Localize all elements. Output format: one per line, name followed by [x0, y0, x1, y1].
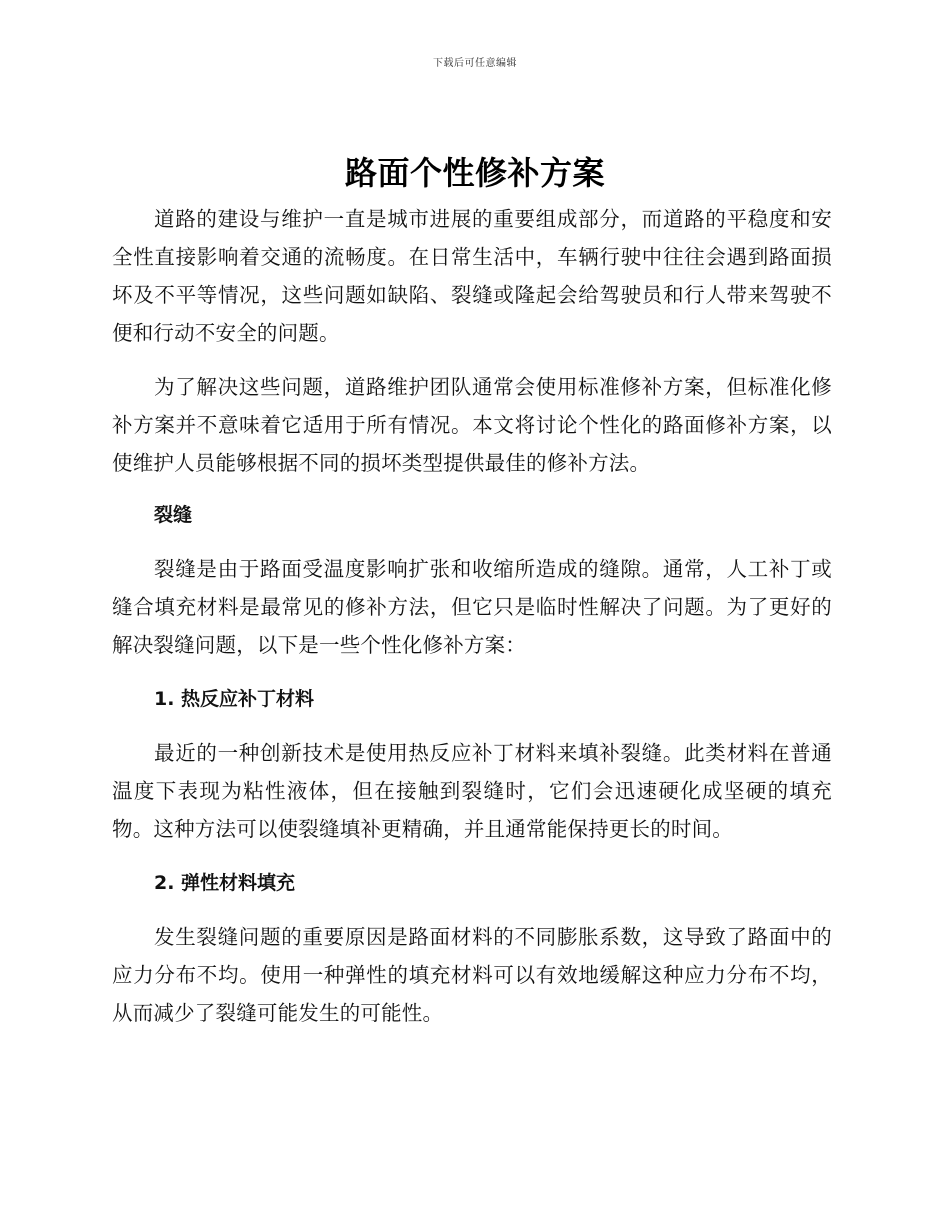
header-note: 下载后可任意编辑 — [433, 58, 517, 69]
section-heading-crack: 裂缝 — [154, 504, 193, 526]
paragraph-intro-2: 为了解决这些问题，道路维护团队通常会使用标准修补方案，但标准化修补方案并不意味着它适用于所有情况。本文将讨论个性化的路面修补方案，以使维护人员能够根据不同的损坏类型提供最佳的修补方法。 — [112, 375, 832, 475]
subheading-method-2: 2. 弹性材料填充 — [154, 872, 296, 894]
document-body — [112, 200, 832, 1032]
paragraph-crack-intro: 裂缝是由于路面受温度影响扩张和收缩所造成的缝隙。通常，人工补丁或缝合填充材料是最常见的修补方法，但它只是临时性解决了问题。为了更好的解决裂缝问题，以下是一些个性化修补方案： — [112, 557, 832, 657]
paragraph-method-1: 最近的一种创新技术是使用热反应补丁材料来填补裂缝。此类材料在普通温度下表现为粘性液体，但在接触到裂缝时，它们会迅速硬化成坚硬的填充物。这种方法可以使裂缝填补更精确，并且通常能保持更长的时间。 — [112, 741, 832, 841]
paragraph-method-2: 发生裂缝问题的重要原因是路面材料的不同膨胀系数，这导致了路面中的应力分布不均。使用一种弹性的填充材料可以有效地缓解这种应力分布不均，从而减少了裂缝可能发生的可能性。 — [112, 925, 832, 1025]
paragraph-intro-1: 道路的建设与维护一直是城市进展的重要组成部分，而道路的平稳度和安全性直接影响着交通的流畅度。在日常生活中，车辆行驶中往往会遇到路面损坏及不平等情况，这些问题如缺陷、裂缝或隆起会给驾驶员和行人带来驾驶不便和行动不安全的问题。 — [112, 207, 832, 345]
document-title: 路面个性修补方案 — [344, 154, 605, 192]
subheading-method-1: 1. 热反应补丁材料 — [154, 688, 315, 710]
